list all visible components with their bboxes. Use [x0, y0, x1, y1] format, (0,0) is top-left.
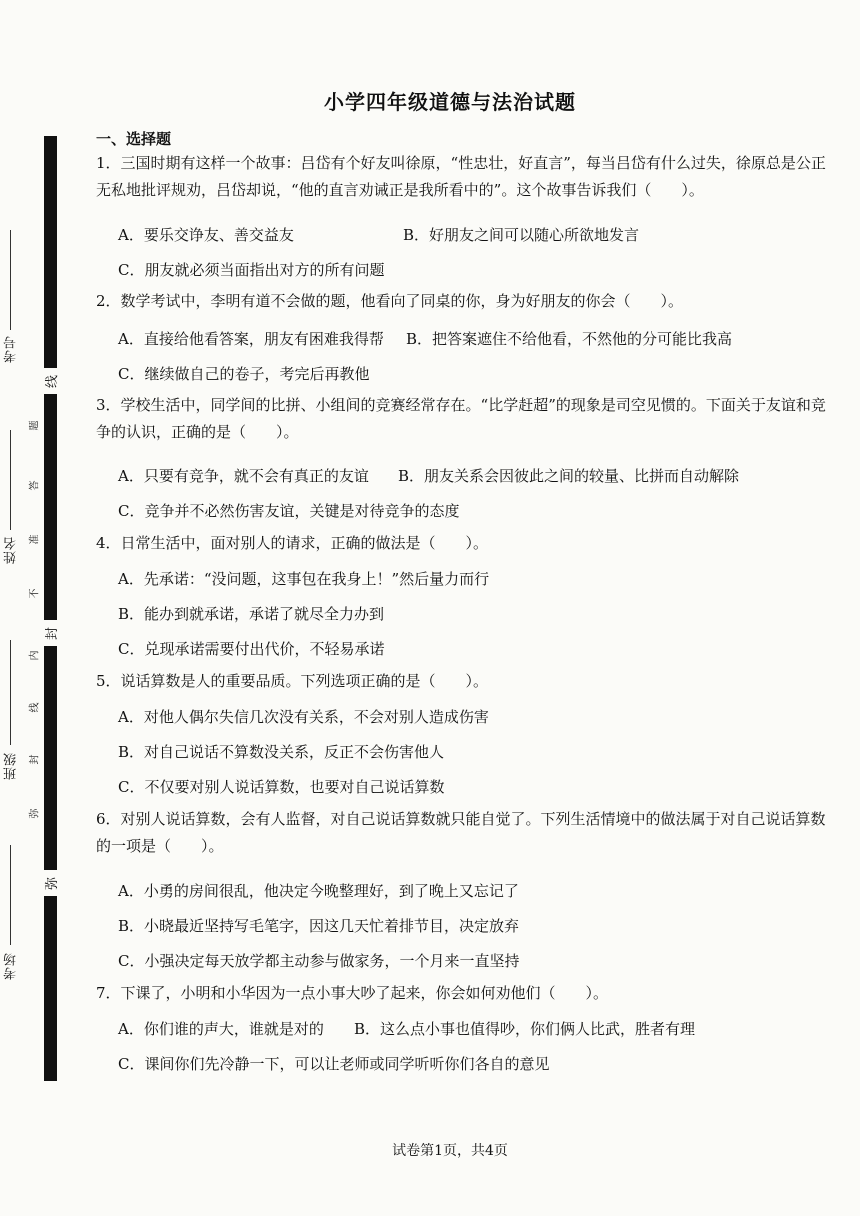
option-4c: C．兑现承诺需要付出代价，不轻易承诺	[118, 640, 385, 658]
field-label-exam-room: 考场	[4, 952, 19, 980]
page-title: 小学四年级道德与法治试题	[324, 90, 576, 114]
notice-char: 弥	[29, 808, 41, 819]
option-2c: C．继续做自己的卷子，考完后再教他	[118, 365, 370, 383]
binding-bar	[44, 136, 57, 1081]
question-4: 4．日常生活中，面对别人的请求，正确的做法是（ ）。	[96, 534, 489, 552]
field-label-exam-number: 考号	[4, 335, 19, 363]
notice-char: 内	[29, 650, 41, 661]
edge-char: 封	[45, 626, 61, 641]
field-underline	[10, 230, 11, 330]
option-3b: B．朋友关系会因彼此之间的较量、比拼而自动解除	[398, 467, 740, 485]
option-1c: C．朋友就必须当面指出对方的所有问题	[118, 261, 385, 279]
option-2a: A．直接给他看答案，朋友有困难我得帮	[118, 330, 384, 348]
edge-char: 弥	[45, 876, 61, 891]
option-6b: B．小晓最近坚持写毛笔字，因这几天忙着排节目，决定放弃	[118, 917, 520, 935]
option-5a: A．对他人偶尔失信几次没有关系，不会对别人造成伤害	[118, 708, 489, 726]
option-4b: B．能办到就承诺，承诺了就尽全力办到	[118, 605, 385, 623]
option-5b: B．对自己说话不算数没关系，反正不会伤害他人	[118, 743, 445, 761]
notice-char: 线	[29, 702, 41, 713]
question-1: 1．三国时期有这样一个故事：吕岱有个好友叫徐原，“性忠壮，好直言”，每当吕岱有什么过失，徐原总是公正无私地批评规劝，吕岱却说，“他的直言劝诫正是我所看中的”。这个故事告诉我们（ ）。	[96, 154, 826, 199]
notice-char: 封	[29, 754, 41, 765]
field-underline	[10, 845, 11, 945]
option-3a: A．只要有竞争，就不会有真正的友谊	[118, 467, 369, 485]
option-5c: C．不仅要对别人说话算数，也要对自己说话算数	[118, 778, 445, 796]
question-7: 7．下课了，小明和小华因为一点小事大吵了起来，你会如何劝他们（ ）。	[96, 984, 609, 1002]
field-underline	[10, 640, 11, 745]
notice-char: 准	[29, 534, 41, 545]
option-1a: A．要乐交诤友、善交益友	[118, 226, 294, 244]
field-label-class: 班级	[4, 752, 19, 780]
section-heading: 一、选择题	[96, 130, 172, 148]
option-3c: C．竞争并不必然伤害友谊，关键是对待竞争的态度	[118, 502, 460, 520]
page-footer: 试卷第1页，共4页	[392, 1143, 508, 1159]
notice-char: 答	[29, 480, 41, 491]
question-5: 5．说话算数是人的重要品质。下列选项正确的是（ ）。	[96, 672, 489, 690]
option-7b: B．这么点小事也值得吵，你们俩人比武，胜者有理	[354, 1020, 696, 1038]
option-1b: B．好朋友之间可以随心所欲地发言	[403, 226, 640, 244]
field-label-name: 姓名	[4, 536, 19, 564]
option-7c: C．课间你们先冷静一下，可以让老师或同学听听你们各自的意见	[118, 1055, 550, 1073]
question-3: 3．学校生活中，同学间的比拼、小组间的竞赛经常存在。“比学赶超”的现象是司空见惯的。下面关于友谊和竞争的认识，正确的是（ ）。	[96, 396, 826, 441]
option-6a: A．小勇的房间很乱，他决定今晚整理好，到了晚上又忘记了	[118, 882, 519, 900]
option-4a: A．先承诺：“没问题，这事包在我身上！”然后量力而行	[118, 570, 490, 588]
question-2: 2．数学考试中，李明有道不会做的题，他看向了同桌的你，身为好朋友的你会（ ）。	[96, 292, 684, 310]
notice-char: 题	[29, 420, 41, 431]
question-6: 6．对别人说话算数，会有人监督，对自己说话算数就只能自觉了。下列生活情境中的做法属于对自己说话算数的一项是（ ）。	[96, 810, 826, 855]
option-2b: B．把答案遮住不给他看，不然他的分可能比我高	[406, 330, 733, 348]
notice-char: 不	[29, 588, 41, 599]
edge-char: 线	[45, 374, 61, 389]
option-6c: C．小强决定每天放学都主动参与做家务，一个月来一直坚持	[118, 952, 520, 970]
option-7a: A．你们谁的声大，谁就是对的	[118, 1020, 324, 1038]
field-underline	[10, 430, 11, 530]
